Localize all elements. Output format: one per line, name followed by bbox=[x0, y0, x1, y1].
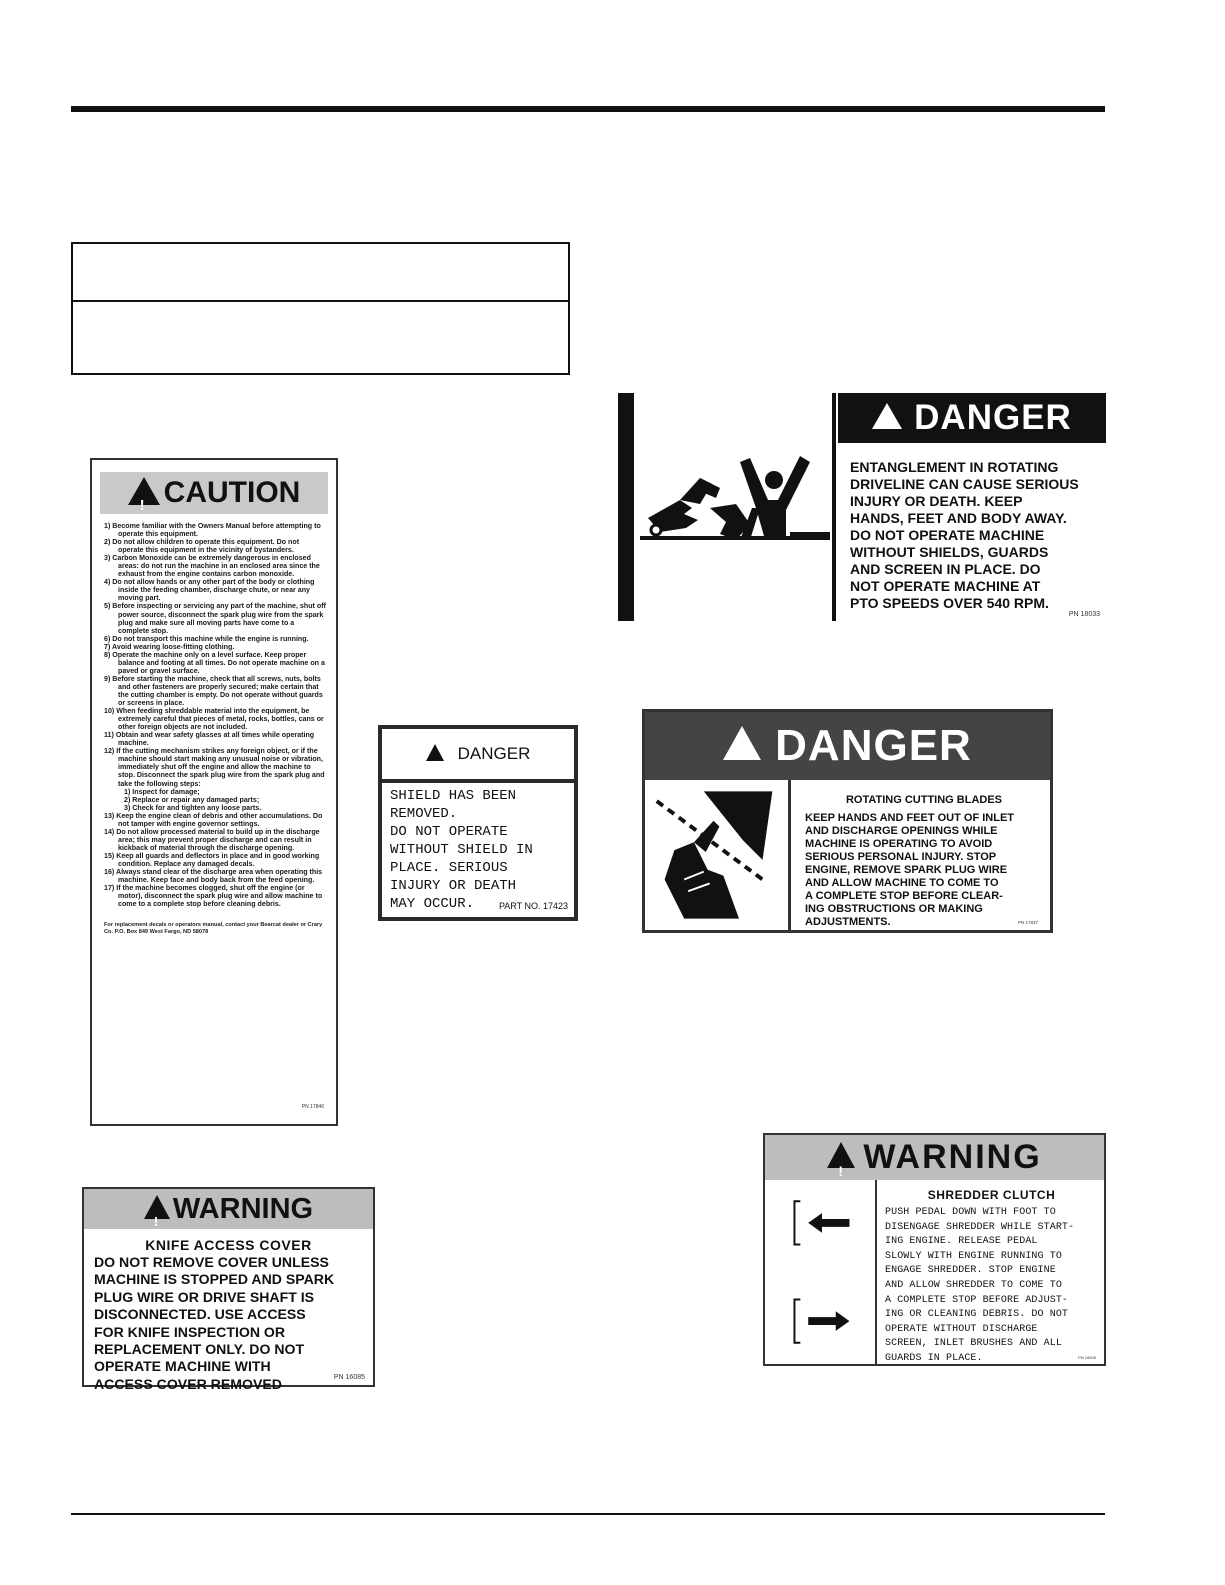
knife-header bbox=[84, 1189, 373, 1229]
clutch-part-number: PN 18405 bbox=[1078, 1355, 1096, 1360]
header-box-divider bbox=[73, 300, 568, 302]
caution-item: 14) Do not allow processed material to build up in the discharge area; this may prevent proper discharge and can result in kickback of material through the discharge opening. bbox=[104, 827, 320, 852]
blades-line: KEEP HANDS AND FEET OUT OF INLET bbox=[805, 812, 1015, 824]
clutch-subtitle: SHREDDER CLUTCH bbox=[927, 1188, 1056, 1202]
pedal-arrows-icon bbox=[765, 1180, 877, 1364]
driveline-part-number: PN 18033 bbox=[1068, 611, 1100, 618]
knife-line: DISCONNECTED. USE ACCESS bbox=[94, 1306, 306, 1323]
knife-subtitle: KNIFE ACCESS COVER bbox=[145, 1237, 312, 1253]
driveline-line: WITHOUT SHIELDS, GUARDS bbox=[850, 544, 1049, 560]
blades-title: DANGER bbox=[775, 721, 972, 770]
shield-line: MAY OCCUR. bbox=[390, 896, 475, 912]
driveline-title: DANGER bbox=[914, 398, 1072, 437]
caution-item: 5) Before inspecting or servicing any part of the machine, shut off power source, disconnect the spark plug wire from the spark plug and make sure all moving parts have come to a complete stop. bbox=[104, 602, 326, 635]
caution-item: 13) Keep the engine clean of debris and other accumulations. Do not tamper with engine governor settings. bbox=[104, 811, 323, 828]
clutch-line: GUARDS IN PLACE. bbox=[885, 1352, 983, 1364]
blades-line: AND ALLOW MACHINE TO COME TO bbox=[805, 877, 999, 889]
caution-item: 11) Obtain and wear safety glasses at all times while operating machine. bbox=[104, 731, 315, 748]
blades-danger-decal bbox=[642, 709, 1053, 933]
clutch-line: PUSH PEDAL DOWN WITH FOOT TO bbox=[885, 1207, 1056, 1218]
knife-line: FOR KNIFE INSPECTION OR bbox=[94, 1323, 286, 1340]
caution-item: 17) If the machine becomes clogged, shut off the engine (or motor), disconnect the spark plug wire and allow machine to come to a complete stop before cleaning debris. bbox=[104, 884, 323, 909]
shield-body bbox=[382, 783, 574, 917]
caution-item: 9) Before starting the machine, check that all screws, nuts, bolts and other fasteners are properly secured; make certain that the cutting chamber is empty. Do not operate without guards or screens in place. bbox=[104, 674, 323, 708]
caution-item: 12) If the cutting mechanism strikes any foreign object, or if the machine should start making any unusual noise or vibration, immediately shut off the engine and allow the machine to stop. Disconnect the spark plug wire from the spark plug and take the following steps: bbox=[104, 747, 325, 788]
warning-triangle-icon bbox=[723, 726, 761, 760]
caution-item: 1) Become familiar with the Owners Manual before attempting to operate this equipment. bbox=[104, 522, 321, 539]
warning-triangle-icon bbox=[144, 1195, 170, 1219]
driveline-danger-decal bbox=[618, 393, 1106, 621]
caution-item: 8) Operate the machine only on a level surface. Keep proper balance and footing at all times. Do not operate machine on a paved or gravel surface. bbox=[104, 650, 325, 675]
clutch-line: ING OR CLEANING DEBRIS. DO NOT bbox=[885, 1309, 1069, 1321]
shield-header bbox=[382, 729, 574, 779]
shield-line: SHIELD HAS BEEN bbox=[390, 788, 517, 804]
blades-part-number: PN 17837 bbox=[1017, 920, 1038, 925]
shield-danger-decal bbox=[378, 725, 578, 921]
clutch-line: SLOWLY WITH ENGINE RUNNING TO bbox=[885, 1250, 1062, 1262]
hand-blade-icon bbox=[645, 780, 791, 930]
blades-line: ENGINE, REMOVE SPARK PLUG WIRE bbox=[805, 864, 1008, 876]
shield-title: DANGER bbox=[457, 744, 531, 763]
driveline-header bbox=[838, 393, 1106, 443]
blades-line: A COMPLETE STOP BEFORE CLEAR- bbox=[805, 890, 1003, 902]
blades-header bbox=[645, 712, 1050, 780]
driveline-line: INJURY OR DEATH. KEEP bbox=[850, 493, 1023, 509]
caution-subitem: 2) Replace or repair any damaged parts; bbox=[124, 795, 260, 804]
blades-line: MACHINE IS OPERATING TO AVOID bbox=[805, 838, 993, 850]
clutch-line: OPERATE WITHOUT DISCHARGE bbox=[885, 1323, 1038, 1335]
caution-decal bbox=[90, 458, 338, 1126]
caution-subitem: 1) Inspect for damage; bbox=[124, 787, 200, 796]
header-box bbox=[71, 242, 570, 375]
caution-part-number: PN 17846 bbox=[301, 1104, 324, 1110]
caution-item: 15) Keep all guards and deflectors in place and in good working condition. Replace any damaged decals. bbox=[104, 851, 320, 868]
blades-line: ADJUSTMENTS. bbox=[805, 916, 891, 928]
caution-item: 6) Do not transport this machine while the engine is running. bbox=[104, 634, 309, 643]
clutch-line: A COMPLETE STOP BEFORE ADJUST- bbox=[885, 1294, 1069, 1306]
shield-line: DO NOT OPERATE bbox=[390, 824, 508, 840]
clutch-warning-decal bbox=[763, 1133, 1106, 1366]
clutch-text bbox=[885, 1206, 1074, 1367]
clutch-title: WARNING bbox=[863, 1138, 1042, 1176]
knife-line: MACHINE IS STOPPED AND SPARK bbox=[94, 1271, 335, 1288]
caution-item: 16) Always stand clear of the discharge area when operating this machine. Keep face and body back from the feed opening. bbox=[104, 868, 323, 885]
clutch-line: ENGAGE SHREDDER. STOP ENGINE bbox=[885, 1265, 1056, 1277]
caution-item: 3) Carbon Monoxide can be extremely dangerous in enclosed areas: do not run the machine in an enclosed area since the exhaust from the engine contains carbon monoxide. bbox=[104, 554, 320, 579]
driveline-line: PTO SPEEDS OVER 540 RPM. bbox=[850, 595, 1049, 611]
blades-subtitle: ROTATING CUTTING BLADES bbox=[845, 794, 1003, 806]
knife-text bbox=[94, 1254, 373, 1393]
bottom-rule bbox=[71, 1513, 1105, 1515]
knife-line: DO NOT REMOVE COVER UNLESS bbox=[94, 1254, 329, 1270]
caution-header bbox=[100, 472, 328, 514]
decal-edge-bar bbox=[618, 393, 634, 621]
clutch-line: SCREEN, INLET BRUSHES AND ALL bbox=[885, 1338, 1062, 1350]
caution-title: CAUTION bbox=[163, 476, 301, 509]
clutch-line: DISENGAGE SHREDDER WHILE START- bbox=[885, 1221, 1075, 1233]
shield-line: PLACE. SERIOUS bbox=[390, 860, 508, 876]
knife-line: ACCESS COVER REMOVED bbox=[94, 1375, 282, 1392]
driveline-line: DO NOT OPERATE MACHINE bbox=[850, 527, 1045, 543]
driveline-line: AND SCREEN IN PLACE. DO bbox=[850, 561, 1041, 577]
knife-part-number: PN 16085 bbox=[333, 1374, 365, 1381]
blades-line: SERIOUS PERSONAL INJURY. STOP bbox=[805, 851, 997, 863]
shield-part-number: PART NO. 17423 bbox=[498, 901, 568, 911]
clutch-header bbox=[765, 1135, 1104, 1180]
knife-line: PLUG WIRE OR DRIVE SHAFT IS bbox=[94, 1288, 315, 1305]
knife-line: REPLACEMENT ONLY. DO NOT bbox=[94, 1341, 305, 1358]
driveline-line: ENTANGLEMENT IN ROTATING bbox=[850, 459, 1059, 475]
warning-triangle-icon bbox=[827, 1142, 855, 1168]
driveline-line: HANDS, FEET AND BODY AWAY. bbox=[850, 510, 1067, 526]
knife-warning-decal bbox=[82, 1187, 375, 1392]
warning-triangle-icon bbox=[426, 744, 444, 761]
blades-line: ING OBSTRUCTIONS OR MAKING bbox=[805, 903, 983, 915]
caution-item: 10) When feeding shreddable material into the equipment, be extremely careful that pieces of metal, rocks, bottles, cans or other foreign objects are not included. bbox=[104, 707, 324, 732]
warning-triangle-icon bbox=[872, 403, 902, 429]
shield-line: INJURY OR DEATH bbox=[390, 878, 517, 894]
caution-item: 2) Do not allow children to operate this equipment. Do not operate this equipment in the vicinity of bystanders. bbox=[104, 538, 300, 555]
driveline-line: NOT OPERATE MACHINE AT bbox=[850, 578, 1041, 594]
caution-footer: For replacement decals or operators manual, contact your Bearcat dealer or Crary Co. P.O. Box 849 West Fargo, ND 58078 bbox=[104, 922, 323, 936]
knife-title: WARNING bbox=[172, 1193, 314, 1225]
clutch-line: AND ALLOW SHREDDER TO COME TO bbox=[885, 1279, 1062, 1291]
blades-text bbox=[805, 812, 1014, 929]
driveline-text bbox=[850, 459, 1079, 612]
driveline-line: DRIVELINE CAN CAUSE SERIOUS bbox=[850, 476, 1079, 492]
caution-subitem: 3) Check for and tighten any loose parts. bbox=[124, 803, 262, 812]
caution-list bbox=[104, 522, 326, 908]
entanglement-figure-icon bbox=[640, 448, 830, 558]
top-rule bbox=[71, 106, 1105, 112]
decal-divider bbox=[832, 393, 836, 621]
caution-item: 7) Avoid wearing loose-fitting clothing. bbox=[104, 642, 235, 651]
warning-triangle-icon bbox=[128, 477, 160, 505]
knife-line: OPERATE MACHINE WITH bbox=[94, 1358, 271, 1375]
shield-line: REMOVED. bbox=[390, 806, 458, 822]
blades-line: AND DISCHARGE OPENINGS WHILE bbox=[805, 825, 998, 837]
shield-line: WITHOUT SHIELD IN bbox=[390, 842, 533, 858]
clutch-line: ING ENGINE. RELEASE PEDAL bbox=[885, 1236, 1038, 1248]
caution-item: 4) Do not allow hands or any other part of the body or clothing inside the feeding chamber, discharge chute, or near any moving part. bbox=[104, 578, 315, 603]
